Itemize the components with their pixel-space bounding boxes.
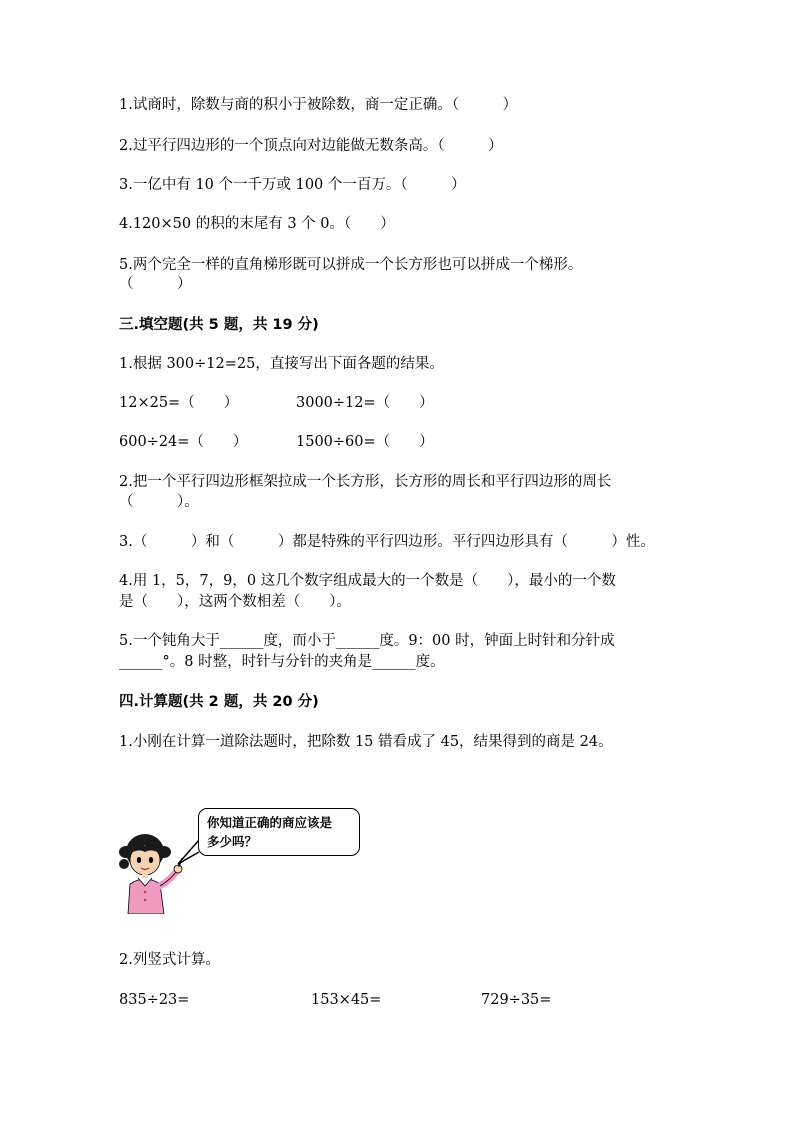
girl-illustration: [118, 818, 200, 914]
section-3-title: 三.填空题(共 5 题，共 19 分): [119, 317, 319, 333]
fill-question-4: 4.用 1，5，7，9，0 这几个数字组成最大的一个数是（ ），最小的一个数: [119, 573, 616, 589]
judge-question-5: 5.两个完全一样的直角梯形既可以拼成一个长方形也可以拼成一个梯形。: [119, 257, 583, 273]
speech-bubble-line-2: 多少吗？: [207, 834, 258, 849]
judge-question-4: 4.120×50 的积的末尾有 3 个 0。（ ）: [119, 216, 395, 232]
fill-question-2-blank: （ ）。: [119, 494, 199, 510]
fill-q1-item-b: 3000÷12=（ ）: [296, 395, 434, 411]
fill-question-1: 1.根据 300÷12=25，直接写出下面各题的结果。: [119, 356, 444, 372]
calc-question-1: 1.小刚在计算一道除法题时，把除数 15 错看成了 45，结果得到的商是 24。: [119, 734, 613, 750]
fill-question-5-cont: ______°。8 时整，时针与分针的夹角是______度。: [119, 654, 445, 670]
speech-bubble-line-1: 你知道正确的商应该是: [207, 815, 333, 830]
fill-question-4-cont: 是（ ），这两个数相差（ ）。: [119, 594, 351, 610]
fill-q1-item-a: 12×25=（ ）: [119, 395, 239, 411]
judge-question-2: 2.过平行四边形的一个顶点向对边能做无数条高。（ ）: [119, 138, 503, 154]
judge-question-5-blank: （ ）: [119, 276, 192, 292]
calc-item-b: 153×45=: [311, 992, 382, 1008]
calc-item-a: 835÷23=: [119, 992, 190, 1008]
fill-q1-item-c: 600÷24=（ ）: [119, 434, 248, 450]
speech-bubble: [198, 808, 360, 856]
section-4-title: 四.计算题(共 2 题，共 20 分): [119, 694, 319, 710]
calc-question-2: 2.列竖式计算。: [119, 952, 220, 968]
fill-question-5: 5.一个钝角大于______度，而小于______度。9：00 时，钟面上时针和分针成: [119, 633, 615, 649]
judge-question-3: 3.一亿中有 10 个一千万或 100 个一百万。（ ）: [119, 177, 466, 193]
fill-q1-item-d: 1500÷60=（ ）: [296, 434, 434, 450]
fill-question-2: 2.把一个平行四边形框架拉成一个长方形，长方形的周长和平行四边形的周长: [119, 474, 612, 490]
calc-item-c: 729÷35=: [481, 992, 552, 1008]
fill-question-3: 3.（ ）和（ ）都是特殊的平行四边形。平行四边形具有（ ）性。: [119, 534, 655, 550]
judge-question-1: 1.试商时，除数与商的积小于被除数，商一定正确。（ ）: [119, 97, 518, 113]
